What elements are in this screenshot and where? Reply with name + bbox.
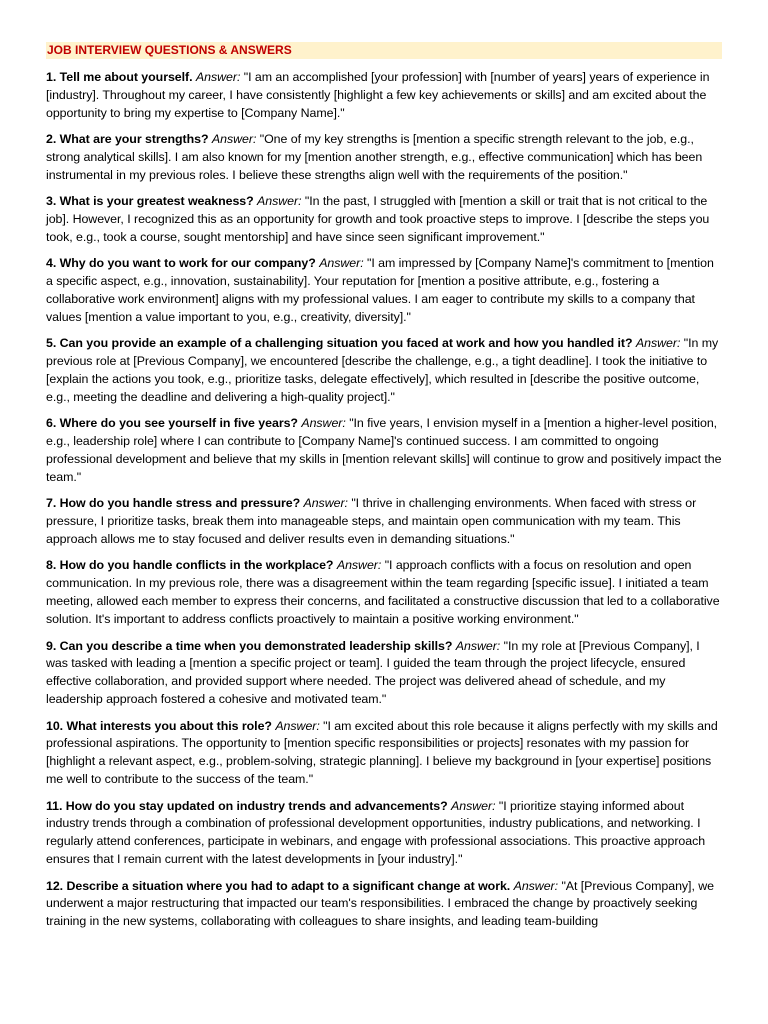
question-text: 12. Describe a situation where you had to adapt to a significant change at work. [46, 878, 511, 893]
answer-label: Answer: [455, 638, 501, 653]
qa-item-2 [46, 131, 722, 185]
qa-item-1 [46, 69, 722, 123]
answer-text: "I am impressed by [Company Name]'s commitment to [mention a specific aspect, e.g., innovation, sustainability]. Your reputation for [mention a positive attribute, e.g., fostering a collaborative work environment] aligns with my professional values. I am eager to contribute my skills to a company that values [mention a value important to you, e.g., creativity, diversity]." [46, 256, 714, 325]
question-text: 5. Can you provide an example of a challenging situation you faced at work and how you handled it? [46, 336, 633, 351]
answer-label: Answer: [336, 558, 382, 573]
answer-label: Answer: [451, 798, 496, 813]
qa-item-4 [46, 255, 722, 327]
qa-item-6 [46, 415, 722, 487]
answer-text: "In the past, I struggled with [mention a skill or trait that is not critical to the job]. However, I recognized this as an opportunity for growth and took proactive steps to improve. I [describe the steps you took, e.g., took a course, sought mentorship] and have since seen significant improvement." [46, 194, 710, 245]
answer-text: "One of my key strengths is [mention a specific strength relevant to the job, e.g., strong analytical skills]. I am also known for my [mention another strength, e.g., effective communication] which has been instrumental in my previous roles. I believe these strengths align well with the requirements of the position." [46, 132, 703, 182]
question-text: 3. What is your greatest weakness? [46, 194, 254, 209]
qa-item-9 [46, 638, 722, 710]
question-text: 2. What are your strengths? [46, 132, 209, 147]
qa-item-12 [46, 878, 722, 932]
qa-item-3 [46, 193, 722, 247]
answer-text: "I prioritize staying informed about industry trends through a combination of professional development opportunities, industry publications, and networking. I regularly attend conferences, participate in webinars, and engage with professional associations. This proactive approach ensures that I remain current with the latest developments in [your industry]." [46, 798, 706, 867]
document-page [46, 42, 722, 940]
answer-text: "At [Previous Company], we underwent a major restructuring that impacted our team's responsibilities. I embraced the change by proactively seeking training in the new systems, collaborating with colleagues to share insights, and leading team-building [46, 878, 714, 929]
answer-text: "I approach conflicts with a focus on resolution and open communication. In my previous role, there was a disagreement within the team regarding [specific issue]. I initiated a team meeting, allowed each member to express their concerns, and facilitated a constructive discussion that led to a collaborative solution. It's important to address conflicts proactively to maintain a positive working environment." [46, 558, 720, 627]
question-text: 4. Why do you want to work for our company? [46, 256, 316, 271]
qa-item-8 [46, 557, 722, 629]
question-text: 1. Tell me about yourself. [46, 70, 193, 84]
qa-item-10 [46, 718, 722, 790]
question-text: 8. How do you handle conflicts in the workplace? [46, 558, 334, 573]
answer-label: Answer: [303, 496, 348, 511]
question-text: 10. What interests you about this role? [46, 718, 272, 733]
answer-text: "In my previous role at [Previous Company], we encountered [describe the challenge, e.g., a tight deadline]. I took the initiative to [explain the actions you took, e.g., prioritize tasks, delegate effectively], which resulted in [describe the positive outcome, e.g., meeting the deadline and delivering a high-quality project]." [46, 336, 719, 405]
answer-label: Answer: [513, 878, 559, 893]
answer-label: Answer: [301, 416, 346, 431]
answer-text: "I am excited about this role because it aligns perfectly with my skills and professional aspirations. The opportunity to [mention specific responsibilities or projects] resonates with my passion for [highlight a relevant aspect, e.g., problem-solving, strategic planning]. I believe my background in [your expertise] positions me well to contribute to the success of the team." [46, 718, 718, 787]
question-text: 7. How do you handle stress and pressure? [46, 496, 301, 511]
document-title: JOB INTERVIEW QUESTIONS & ANSWERS [46, 42, 722, 59]
answer-text: "In my role at [Previous Company], I was tasked with leading a [mention a specific project or team]. I guided the team through the project lifecycle, ensured effective collaboration, and provided support where needed. The project was delivered ahead of schedule, and my leadership approach fostered a cohesive and motivated team." [46, 638, 700, 707]
answer-text: "In five years, I envision myself in a [mention a higher-level position, e.g., leadership role] where I can contribute to [Company Name]'s continued success. I am committed to ongoing professional development and believe that my skills in [mention relevant skills] will continue to grow and positively impact the team." [46, 416, 722, 485]
question-text: 11. How do you stay updated on industry trends and advancements? [46, 798, 448, 813]
answer-label: Answer: [211, 132, 257, 147]
question-text: 6. Where do you see yourself in five years? [46, 416, 298, 431]
answer-label: Answer: [275, 718, 320, 733]
answer-text: "I am an accomplished [your profession] with [number of years] years of experience in [industry]. Throughout my career, I have consistently [highlight a few key achievements or skills] and am excited about the opportunity to bring my expertise to [Company Name]." [46, 70, 710, 120]
qa-item-7 [46, 495, 722, 549]
answer-label: Answer: [635, 336, 681, 351]
answer-label: Answer: [195, 70, 241, 84]
answer-label: Answer: [319, 256, 364, 271]
answer-label: Answer: [257, 194, 302, 209]
qa-item-11 [46, 798, 722, 870]
qa-item-5 [46, 335, 722, 407]
question-text: 9. Can you describe a time when you demonstrated leadership skills? [46, 638, 453, 653]
answer-text: "I thrive in challenging environments. When faced with stress or pressure, I prioritize tasks, break them into manageable steps, and maintain open communication with my team. This approach allows me to stay focused and deliver results even in demanding situations." [46, 496, 697, 547]
